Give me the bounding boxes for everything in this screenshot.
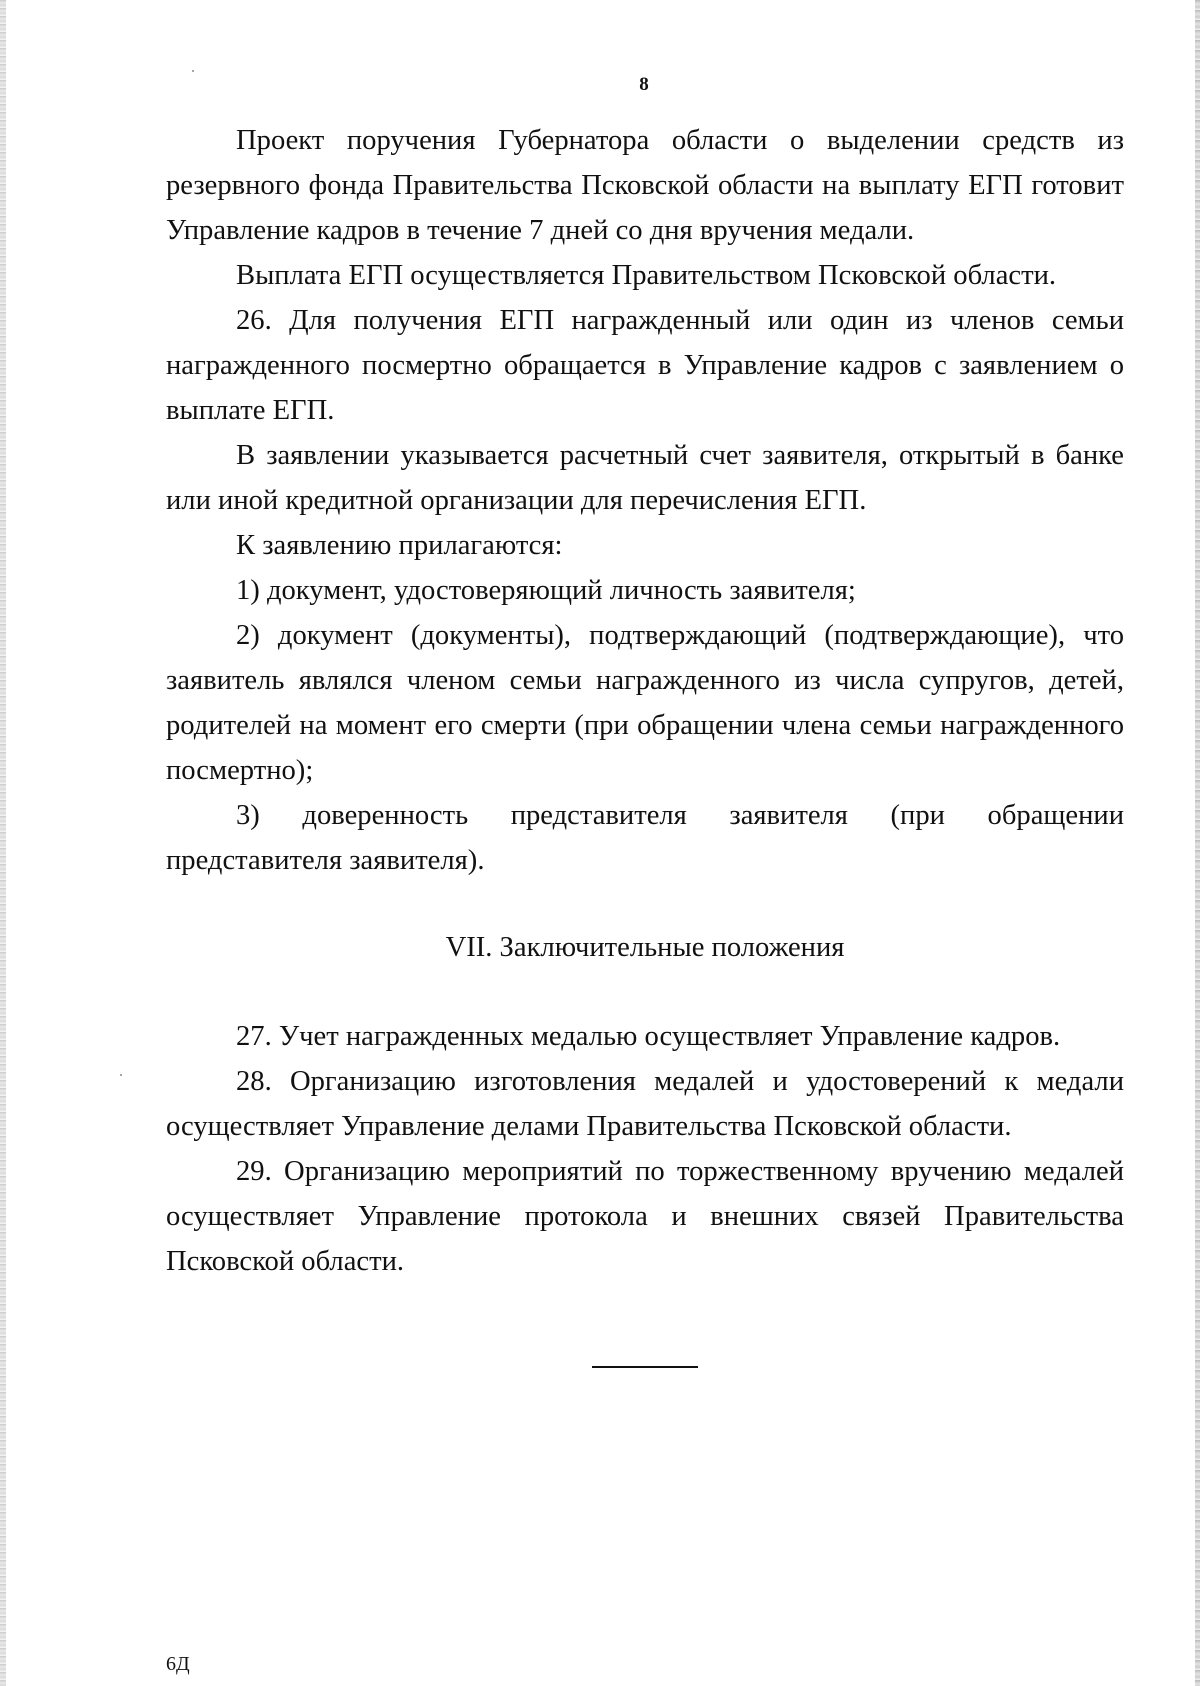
section-heading: VII. Заключительные положения [445, 932, 845, 963]
paragraph-item-29: 29. Организацию мероприятий по торжественному вручению медалей осуществляет Управление протокола и внешних связей Правительства Псковской области. [166, 1156, 1124, 1277]
list-item-1: 1) документ, удостоверяющий личность заявителя; [236, 575, 856, 606]
paragraph-payment: Выплата ЕГП осуществляется Правительством Псковской области. [236, 260, 1057, 291]
footer-code: 6Д [166, 1653, 190, 1675]
scan-speck [120, 1074, 122, 1076]
paragraph-item-27: 27. Учет награжденных медалью осуществляет Управление кадров. [236, 1021, 1061, 1052]
paragraph-item-26: 26. Для получения ЕГП награжденный или один из членов семьи награжденного посмертно обращается в Управление кадров с заявлением о выплате ЕГП. [166, 305, 1124, 426]
page-number: 8 [639, 74, 649, 95]
list-item-2: 2) документ (документы), подтверждающий (подтверждающие), что заявитель являлся членом семьи награжденного из числа супругов, детей, родителей на момент его смерти (при обращении члена семьи награжденного посмертно); [166, 620, 1124, 786]
scan-edge-right [1195, 0, 1200, 1686]
end-of-document-line [592, 1366, 698, 1368]
document-body [166, 118, 1124, 1284]
scan-speck [192, 70, 194, 72]
paragraph-item-28: 28. Организацию изготовления медалей и удостоверений к медали осуществляет Управление делами Правительства Псковской области. [166, 1066, 1124, 1142]
paragraph-project-order: Проект поручения Губернатора области о выделении средств из резервного фонда Правительства Псковской области на выплату ЕГП готовит Управление кадров в течение 7 дней со дня вручения медали. [166, 125, 1124, 246]
paragraph-attachments: К заявлению прилагаются: [236, 530, 563, 561]
paragraph-account: В заявлении указывается расчетный счет заявителя, открытый в банке или иной кредитной организации для перечисления ЕГП. [166, 440, 1124, 516]
scan-edge-left [0, 0, 6, 1686]
list-item-3: 3) доверенность представителя заявителя (при обращении представителя заявителя). [166, 800, 1124, 876]
